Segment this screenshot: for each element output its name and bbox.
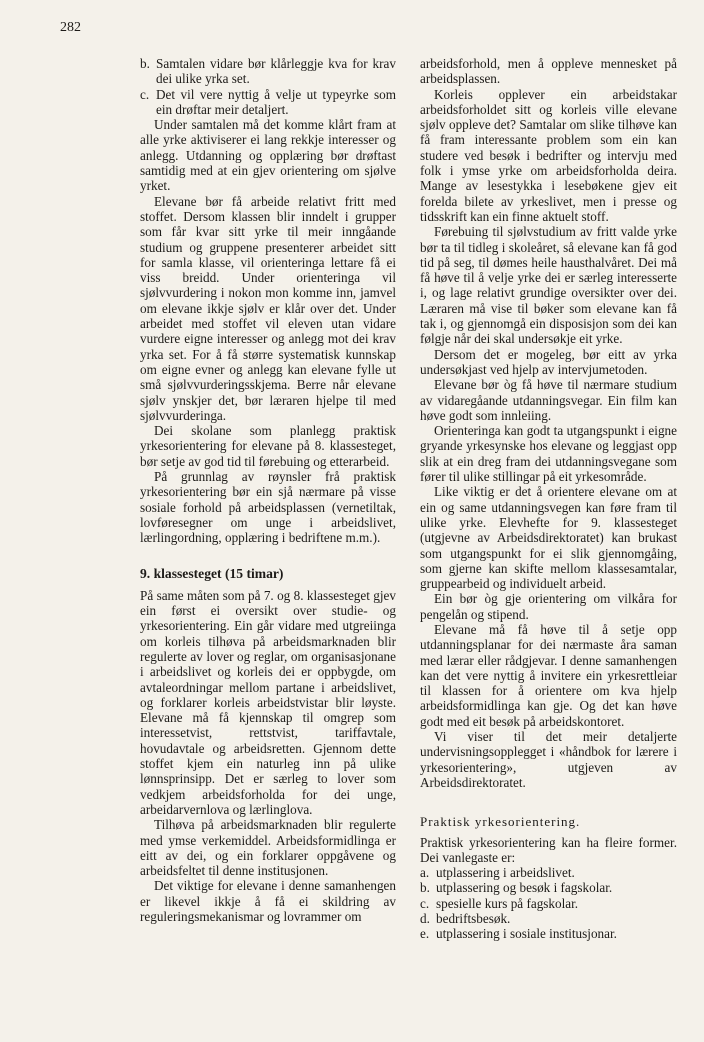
list-text: utplassering i arbeidslivet. bbox=[436, 865, 575, 881]
list-item bbox=[420, 865, 677, 880]
list-text: utplassering og besøk i fagskolar. bbox=[436, 880, 613, 896]
list-marker: a. bbox=[420, 865, 430, 881]
paragraph: Orienteringa kan godt ta utgangspunkt i eigne gryande yrkesynske hos elevane og leggjast opp slik at ein dreg fram dei utdanningsvegane som fører til ulike stillingar på eit yrkesområde. bbox=[420, 423, 677, 485]
paragraph: Tilhøva på arbeidsmarknaden blir regulerte med ymse verkemiddel. Arbeidsformidlinga er eitt av dei, og ein forklarer oppgåvene og arbeidsfeltet til denne institusjonen. bbox=[140, 817, 396, 879]
right-column bbox=[420, 56, 677, 942]
list-text: Samtalen vidare bør klårleggje kva for krav dei ulike yrka set. bbox=[156, 56, 396, 87]
paragraph-continuation: arbeidsforhold, men å oppleve mennesket på arbeidsplassen. bbox=[420, 56, 677, 87]
paragraph: Elevane bør få arbeide relativt fritt med stoffet. Dersom klassen blir inndelt i grupper som får kvar sitt yrke til meir inngåande studium og gruppene presenterer arbeidet sitt for samla klasse, vil orienteringa lettare få ei viss breidd. Under orienteringa vil sjølvvurdering i nokon mon komme inn, jamvel om elevane ikkje sjølv er klår over det. Under arbeidet med stoffet vil eleven utan vidare vurdere eigne interesser og anlegg mot dei krav yrka set. For å få større systematisk kunnskap om eigne evner og anlegg kan elevane fylle ut små sjølvvurderingsskjema. Berre når elevane sjølv ynskjer det, bør læraren hjelpe til med sjølvvurderinga. bbox=[140, 193, 396, 423]
paragraph: Korleis opplever ein arbeidstakar arbeidsforholdet sitt og korleis ville elevane sjølv oppleve det? Samtalar om slike tilhøve kan få fram interessante problem som ein kan studere ved besøk i bedrifter og intervju med folk i ymse yrke om arbeidsforholda deira. Mange av lesestykka i lesebøkene gjev eit forelda bilete av yrkeslivet, men i presse og tidsskrift kan ein finne aktuelt stoff. bbox=[420, 86, 677, 224]
paragraph: Under samtalen må det komme klårt fram at alle yrke aktiviserer ei lang rekkje interesser og anlegg. Utdanning og opplæring bør drøftast samtidig med at ein gjev orientering om sjølve yrket. bbox=[140, 117, 396, 194]
list-item bbox=[420, 880, 677, 895]
list-marker: b. bbox=[140, 56, 150, 71]
paragraph: Dei skolane som planlegg praktisk yrkesorientering for elevane på 8. klassesteget, bør setje av god tid til førebuing og etterarbeid. bbox=[140, 423, 396, 469]
list-item bbox=[420, 926, 677, 941]
paragraph: Ein bør òg gje orientering om vilkåra for pengelån og stipend. bbox=[420, 591, 677, 622]
list-text: bedriftsbesøk. bbox=[436, 911, 511, 927]
list-marker: d. bbox=[420, 911, 430, 927]
paragraph: Praktisk yrkesorientering kan ha fleire former. Dei vanlegaste er: bbox=[420, 834, 677, 865]
list-item bbox=[140, 87, 396, 118]
list-text: spesielle kurs på fagskolar. bbox=[436, 895, 579, 911]
subsection-heading: Praktisk yrkesorientering. bbox=[420, 814, 581, 830]
list-marker: e. bbox=[420, 926, 430, 942]
list-marker: c. bbox=[420, 895, 430, 911]
list-item bbox=[420, 896, 677, 911]
paragraph: Førebuing til sjølvstudium av fritt valde yrke bør ta til tidleg i skoleåret, så elevane kan få god tid på seg, til dømes heile hausthalvåret. Dei må få høve til å velje yrke dei er særleg interesserte i, og lage relativt grundige oversikter over dei. Læraren må vise til bøker som elevane kan få tak i, og gjennomgå ein disposisjon som dei kan følgje når dei skal undersøkje eit yrke. bbox=[420, 224, 677, 347]
list-marker: c. bbox=[140, 86, 150, 102]
paragraph: Elevane bør òg få høve til nærmare studium av vidaregåande utdanningsvegar. Ein film kan høve godt som innleiing. bbox=[420, 377, 677, 423]
list-item bbox=[140, 56, 396, 87]
list-item bbox=[420, 911, 677, 926]
left-column bbox=[140, 56, 396, 924]
paragraph: Det viktige for elevane i denne samanhengen er likevel ikkje å få ei skildring av reguleringsmekanismar og lovrammer om bbox=[140, 878, 396, 925]
section-heading: 9. klassesteget (15 timar) bbox=[140, 565, 284, 581]
list-text: utplassering i sosiale institusjonar. bbox=[436, 926, 617, 942]
list-marker: b. bbox=[420, 880, 430, 896]
paragraph: Dersom det er mogeleg, bør eitt av yrka undersøkjast ved hjelp av intervjumetoden. bbox=[420, 346, 677, 377]
paragraph: Vi viser til det meir detaljerte undervisningsopplegget i «håndbok for lærere i yrkesorientering», utgjeven av Arbeidsdirektoratet. bbox=[420, 729, 677, 790]
forms-list bbox=[420, 865, 677, 941]
page-number: 282 bbox=[60, 20, 81, 35]
paragraph: Elevane må få høve til å setje opp utdanningsplanar for dei nærmaste åra saman med lærar eller rådgjevar. I denne samanhengen kan det vere nyttig å invitere ein yrkesrettleiar til klassen for å orientere om kva hjelp arbeidsformidlinga kan gje. Og det kan høve godt med eit besøk på arbeidskontoret. bbox=[420, 621, 677, 729]
paragraph: Like viktig er det å orientere elevane om at ein og same utdanningsvegen kan føre fram til ulike yrke. Elevhefte for 9. klassesteget (utgjevne av Arbeidsdirektoratet) kan brukast som utgangspunkt for ei slik gjennomgåing, som gjerne kan skifte mellom klassesamtalar, gruppearbeid og individuelt arbeid. bbox=[420, 484, 677, 592]
paragraph: På grunnlag av røynsler frå praktisk yrkesorientering bør ein sjå nærmare på visse sosiale forhold på arbeidsplassen (vernetiltak, lovføresegner om unge i arbeidslivet, lærlingordning, opplæring i bedriftene m.m.). bbox=[140, 469, 396, 546]
paragraph: På same måten som på 7. og 8. klassesteget gjev ein først ei oversikt over studie- og yrkesorientering. Ein går vidare med utgreiinga om korleis tilhøva på arbeidsmarknaden blir regulerte av lover og reglar, om organisasjonane i arbeidslivet og korleis dei er oppbygde, om avtaleordningar mellom partane i arbeidslivet, og forklarer korleis arbeidstvistar blir løyste. Elevane må få kjennskap til omgrep som interessetvist, rettstvist, tariffavtale, hovudavtale og arbeidsretten. Gjennom dette stoffet kjem ein naturleg inn på ulike lønnsprinsipp. Det er særleg to lover som vedkjem arbeidsforholda for dei unge, arbeidarvernlova og lærlinglova. bbox=[140, 587, 396, 817]
list-text: Det vil vere nyttig å velje ut typeyrke som ein drøftar meir detaljert. bbox=[156, 86, 396, 117]
